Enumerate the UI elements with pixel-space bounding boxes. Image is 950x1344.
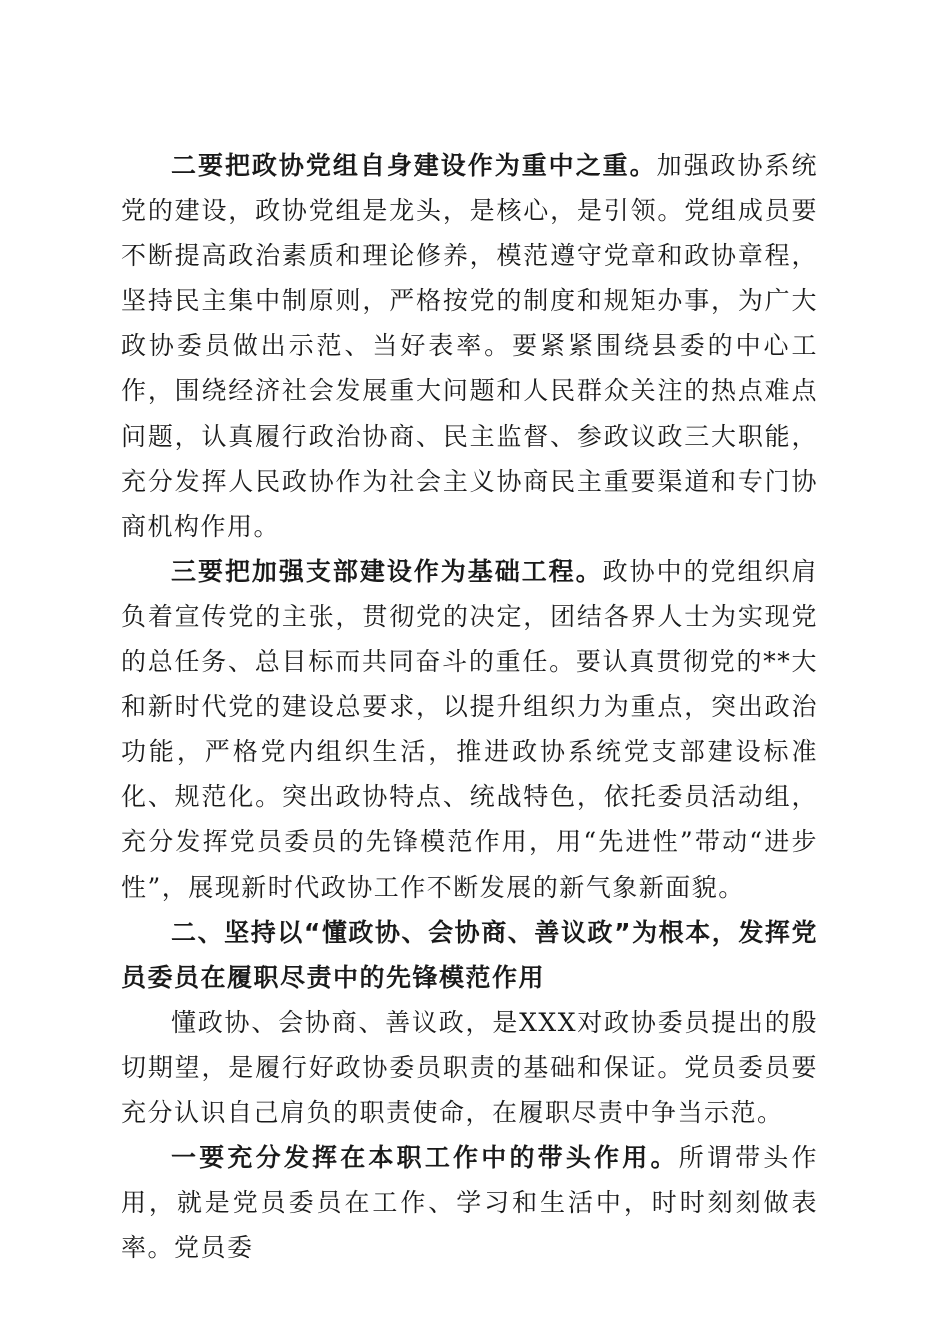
paragraph-leading-role bbox=[121, 1135, 818, 1270]
section-heading: 二、坚持以“懂政协、会协商、善议政”为根本，发挥党员委员在履职尽责中的先锋模范作用 bbox=[121, 917, 818, 992]
document-body bbox=[121, 143, 818, 1270]
paragraph-party-group-building bbox=[121, 143, 818, 549]
paragraph-lead: 一要充分发挥在本职工作中的带头作用。 bbox=[171, 1143, 679, 1173]
paragraph-branch-building bbox=[121, 549, 818, 910]
paragraph-lead: 三要把加强支部建设作为基础工程。 bbox=[171, 556, 603, 586]
paragraph-text: 所谓带头作用，就是党员委员在工作、学习和生活中，时时刻刻做表率。党员委 bbox=[121, 1143, 818, 1263]
paragraph-intro: 懂政协、会协商、善议政，是XXX对政协委员提出的殷切期望，是履行好政协委员职责的基础和保证。党员委员要充分认识自己肩负的职责使命，在履职尽责中争当示范。 bbox=[121, 1007, 818, 1127]
paragraph-text: 政协中的党组织肩负着宣传党的主张，贯彻党的决定，团结各界人士为实现党的总任务、总目标而共同奋斗的重任。要认真贯彻党的**大和新时代党的建设总要求，以提升组织力为重点，突出政治功能，严格党内组织生活，推进政协系统党支部建设标准化、规范化。突出政协特点、统战特色，依托委员活动组，充分发挥党员委员的先锋模范作用，用“先进性”带动“进步性”，展现新时代政协工作不断发展的新气象新面貌。 bbox=[121, 556, 818, 902]
paragraph-lead: 二要把政协党组自身建设作为重中之重。 bbox=[171, 151, 657, 180]
paragraph-text: 加强政协系统党的建设，政协党组是龙头，是核心，是引领。党组成员要不断提高政治素质和理论修养，模范遵守党章和政协章程，坚持民主集中制原则，严格按党的制度和规矩办事，为广大政协委员做出示范、当好表率。要紧紧围绕县委的中心工作，围绕经济社会发展重大问题和人民群众关注的热点难点问题，认真履行政治协商、民主监督、参政议政三大职能，充分发挥人民政协作为社会主义协商民主重要渠道和专门协商机构作用。 bbox=[121, 151, 818, 541]
